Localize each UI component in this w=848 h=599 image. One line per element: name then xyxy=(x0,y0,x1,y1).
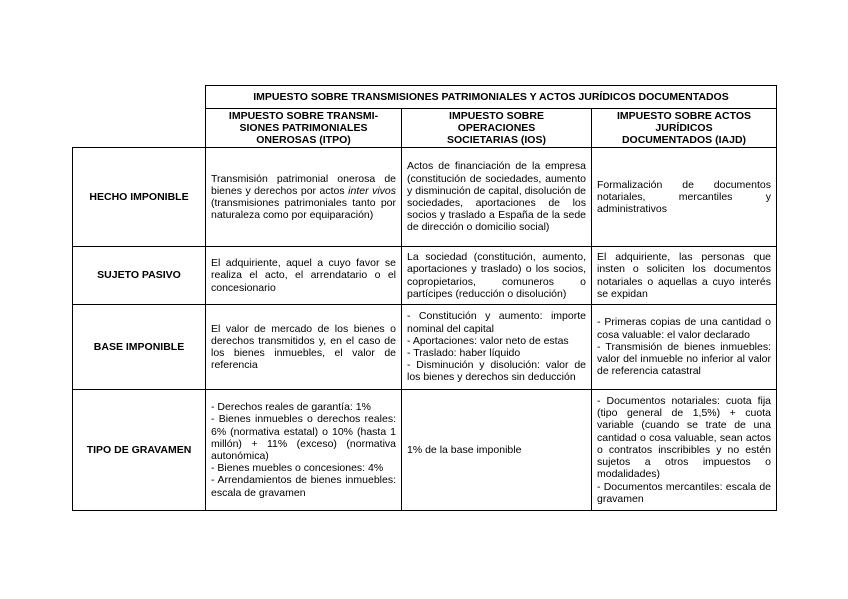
table-row xyxy=(73,247,777,305)
title-row xyxy=(73,86,777,109)
list-item: - Derechos reales de garantía: 1% xyxy=(211,401,371,414)
row-label-tipo-de-gravamen: TIPO DE GRAVAMEN xyxy=(73,390,206,511)
list-item: - Primeras copias de una cantidad o cosa valuable: el valor declarado xyxy=(597,316,771,341)
list-item: - Documentos mercantiles: escala de gravamen xyxy=(597,480,771,505)
column-header-itpo: IMPUESTO SOBRE TRANSMI-SIONES PATRIMONIALES ONEROSAS (ITPO) xyxy=(206,109,402,148)
list-item: - Arrendamientos de bienes inmuebles: escala de gravamen xyxy=(211,474,396,499)
cell-iajd: El adquiriente, las personas que insten o soliciten los documentos notariales o aquellas a cuyo interés se expidan xyxy=(592,247,777,305)
column-header-ios: IMPUESTO SOBRE OPERACIONES SOCIETARIAS (IOS) xyxy=(402,109,592,148)
cell-ios: Actos de financiación de la empresa (constitución de sociedades, aumento y disminución de capital, disolución de sociedades, aportaciones de los socios y traslado a España de la sede de dirección o domicilio social) xyxy=(402,148,592,247)
cell-ios xyxy=(402,305,592,390)
table-row xyxy=(73,390,777,511)
list-item: - Transmisión de bienes inmuebles: valor del inmueble no inferior al valor de referencia catastral xyxy=(597,340,771,378)
row-label-hecho-imponible: HECHO IMPONIBLE xyxy=(73,148,206,247)
cell-text: (transmisiones patrimoniales tanto por naturaleza como por equiparación) xyxy=(211,197,396,222)
cell-text: Transmisión patrimonial onerosa de bienes y derechos por actos xyxy=(211,172,396,197)
list-item: - Traslado: haber líquido xyxy=(407,347,521,359)
list-item: - Documentos notariales: cuota fija (tipo general de 1,5%) + cuota variable (cuando se trate de una cantidad o cosa valuable, sean actos o contratos inscribibles y no estén sujetos a otros impuestos o modalidades) xyxy=(597,395,771,481)
list-item: - Disminución y disolución: valor de los bienes y derechos sin deducción xyxy=(407,359,586,384)
cell-text-italic: inter vivos xyxy=(348,184,397,197)
cell-itpo xyxy=(206,148,402,247)
corner-cell xyxy=(73,86,206,148)
list-item: - Constitución y aumento: importe nominal del capital xyxy=(407,310,586,335)
table-row xyxy=(73,148,777,247)
list-item: - Bienes inmuebles o derechos reales: 6% (normativa estatal) o 10% (hasta 1 millón) + 11% (exceso) (normativa autonómica) xyxy=(211,413,396,462)
cell-iajd xyxy=(592,390,777,511)
list-item: - Aportaciones: valor neto de estas xyxy=(407,334,569,347)
tax-table xyxy=(72,85,777,511)
cell-itpo: El adquiriente, aquel a cuyo favor se realiza el acto, el arrendatario o el concesionario xyxy=(206,247,402,305)
list-item: - Bienes muebles o concesiones: 4% xyxy=(211,462,384,475)
row-label-sujeto-pasivo: SUJETO PASIVO xyxy=(73,247,206,305)
table-row xyxy=(73,305,777,390)
table-title: IMPUESTO SOBRE TRANSMISIONES PATRIMONIALES Y ACTOS JURÍDICOS DOCUMENTADOS xyxy=(206,86,777,109)
cell-itpo: El valor de mercado de los bienes o derechos transmitidos y, en el caso de los bienes inmuebles, el valor de referencia xyxy=(206,305,402,390)
cell-iajd: Formalización de documentos notariales, mercantiles y administrativos xyxy=(592,148,777,247)
cell-itpo xyxy=(206,390,402,511)
cell-iajd xyxy=(592,305,777,390)
column-header-iajd: IMPUESTO SOBRE ACTOS JURÍDICOS DOCUMENTADOS (IAJD) xyxy=(592,109,777,148)
cell-ios: 1% de la base imponible xyxy=(402,390,592,511)
row-label-base-imponible: BASE IMPONIBLE xyxy=(73,305,206,390)
cell-ios: La sociedad (constitución, aumento, aportaciones y traslado) o los socios, copropietarios, comuneros o partícipes (reducción o disolución) xyxy=(402,247,592,305)
